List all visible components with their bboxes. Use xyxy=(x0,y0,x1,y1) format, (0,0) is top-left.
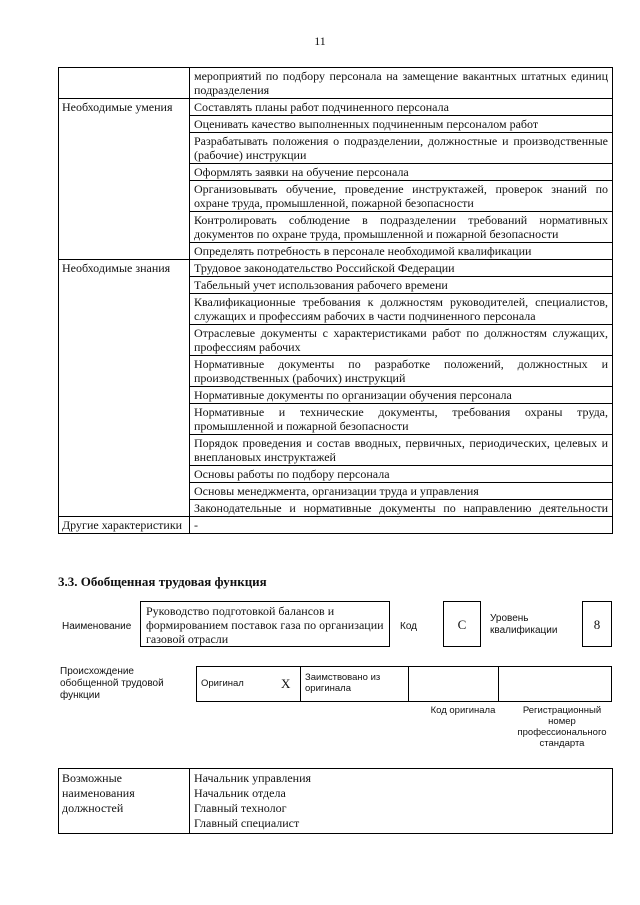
skill-item: Контролировать соблюдение в подразделении требований нормативных документов по охране труда, промышленной и пожарной безопасности xyxy=(190,212,613,243)
original-mark: X xyxy=(281,676,291,691)
knowledge-item: Законодательные и нормативные документы по направлению деятельности xyxy=(190,500,613,517)
positions-table xyxy=(58,768,613,834)
function-name-box: Руководство подготовкой балансов и формированием поставок газа по организации газовой отрасли xyxy=(140,601,390,647)
knowledge-item: Основы работы по подбору персонала xyxy=(190,466,613,483)
position-item: Начальник отдела xyxy=(194,786,286,800)
knowledge-item: Основы менеджмента, организации труда и управления xyxy=(190,483,613,500)
position-item: Главный специалист xyxy=(194,816,300,830)
knowledge-item: Порядок проведения и состав вводных, первичных, периодических, целевых и внеплановых инструктажей xyxy=(190,435,613,466)
other-value: - xyxy=(190,517,613,534)
skill-item: Организовывать обучение, проведение инструктажей, проверок знаний по охране труда, промышленной, пожарной безопасности xyxy=(190,181,613,212)
reg-number-cell xyxy=(498,667,612,701)
code-original-caption: Код оригинала xyxy=(430,705,496,716)
qualification-level-label: Уровень квалификации xyxy=(490,613,558,636)
name-label: Наименование xyxy=(62,621,132,632)
origin-table xyxy=(196,666,612,702)
origin-label: Происхождение обобщенной трудовой функции xyxy=(60,666,164,701)
positions-label: Возможные наименования должностей xyxy=(59,769,190,834)
code-value-box: C xyxy=(443,601,481,647)
knowledge-item: Трудовое законодательство Российской Федерации xyxy=(190,260,613,277)
reg-number-caption: Регистрационный номер профессионального стандарта xyxy=(517,705,607,749)
skill-item: Определять потребность в персонале необходимой квалификации xyxy=(190,243,613,260)
borrowed-label: Заимствовано из оригинала xyxy=(305,672,381,694)
section-title: 3.3. Обобщенная трудовая функция xyxy=(58,574,267,589)
knowledge-item: Квалификационные требования к должностям руководителей, специалистов, служащих и профессиям рабочих в части подчиненного персонала xyxy=(190,294,613,325)
position-item: Начальник управления xyxy=(194,771,312,785)
position-item: Главный технолог xyxy=(194,801,287,815)
positions-list xyxy=(190,769,613,834)
knowledge-label: Необходимые знания xyxy=(59,260,190,517)
code-original-cell xyxy=(408,667,498,701)
knowledge-item: Отраслевые документы с характеристиками работ по должностям служащих, профессиям рабочих xyxy=(190,325,613,356)
knowledge-item: Нормативные документы по разработке положений, должностных и производственных (рабочих) инструкций xyxy=(190,356,613,387)
qualification-level-box: 8 xyxy=(582,601,612,647)
other-label: Другие характеристики xyxy=(59,517,190,534)
table-label-cell-empty xyxy=(59,68,190,99)
page-number: 11 xyxy=(314,34,326,48)
knowledge-item: Нормативные документы по организации обучения персонала xyxy=(190,387,613,404)
skill-item: Разрабатывать положения о подразделении, должностные и производственные (рабочие) инструкции xyxy=(190,133,613,164)
continuation-cell: мероприятий по подбору персонала на замещение вакантных штатных единиц подразделения xyxy=(190,68,613,99)
code-label: Код xyxy=(400,621,418,632)
skill-item: Оформлять заявки на обучение персонала xyxy=(190,164,613,181)
knowledge-item: Нормативные и технические документы, требования охраны труда, промышленной и пожарной безопасности xyxy=(190,404,613,435)
knowledge-item: Табельный учет использования рабочего времени xyxy=(190,277,613,294)
skill-item: Оценивать качество выполненных подчиненным персоналом работ xyxy=(190,116,613,133)
skills-label: Необходимые умения xyxy=(59,99,190,260)
skill-item: Составлять планы работ подчиненного персонала xyxy=(190,99,613,116)
borrowed-cell xyxy=(300,667,408,701)
original-label: Оригинал xyxy=(201,678,244,689)
original-cell xyxy=(196,667,300,701)
skills-knowledge-table xyxy=(58,67,613,534)
